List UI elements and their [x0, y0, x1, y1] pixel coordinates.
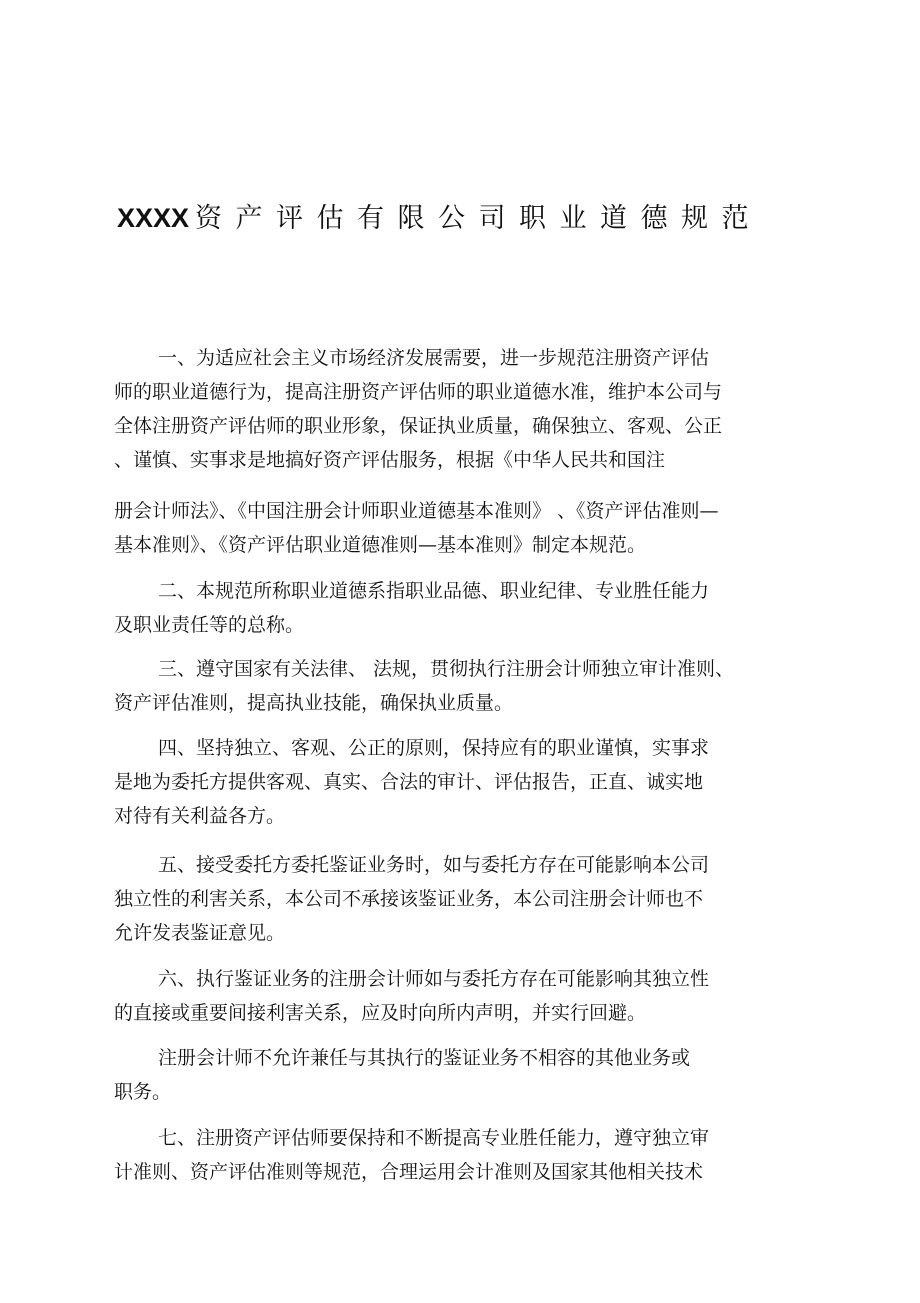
paragraph-line: 及职业责任等的总称。	[114, 614, 305, 636]
paragraph-line: 六、执行鉴证业务的注册会计师如与委托方存在可能影响其独立性	[158, 968, 710, 990]
paragraph-line: 注册会计师不允许兼任与其执行的鉴证业务不相容的其他业务或	[158, 1047, 691, 1069]
document-title	[117, 198, 817, 238]
paragraph-line: 是地为委托方提供客观、真实、合法的审计、评估报告，正直、诚实地	[114, 771, 704, 793]
paragraph-5	[114, 848, 794, 950]
paragraph-1-continued	[114, 494, 794, 562]
paragraph-line: 的直接或重要间接利害关系，应及时向所内声明，并实行回避。	[114, 1002, 647, 1024]
paragraph-line: 五、接受委托方委托鉴证业务时，如与委托方存在可能影响本公司	[158, 854, 710, 876]
title-code: XXXX	[117, 203, 190, 233]
title-text: 资产评估有限公司职业道德规范	[195, 203, 763, 234]
paragraph-line: 独立性的利害关系，本公司不承接该鉴证业务，本公司注册会计师也不	[114, 888, 704, 910]
paragraph-line: 基本准则》、《资产评估职业道德准则—基本准则》制定本规范。	[114, 534, 647, 556]
paragraph-line: 资产评估准则，提高执业技能，确保执业质量。	[114, 692, 514, 714]
paragraph-6	[114, 962, 794, 1030]
paragraph-4	[114, 731, 794, 833]
paragraph-6-continued	[114, 1041, 794, 1109]
paragraph-line: 职务。	[114, 1081, 172, 1103]
paragraph-3	[114, 652, 794, 720]
paragraph-line: 师的职业道德行为，提高注册资产评估师的职业道德水准，维护本公司与	[114, 381, 723, 403]
paragraph-line: 七、注册资产评估师要保持和不断提高专业胜任能力，遵守独立审	[158, 1127, 710, 1149]
paragraph-7	[114, 1121, 794, 1189]
paragraph-line: 、谨慎、实事求是地搞好资产评估服务，根据《中华人民共和国注	[114, 449, 666, 471]
paragraph-line: 四、坚持独立、客观、公正的原则，保持应有的职业谨慎，实事求	[158, 737, 710, 759]
paragraph-line: 三、遵守国家有关法律、 法规，贯彻执行注册会计师独立审计准则、	[158, 658, 735, 680]
paragraph-line: 全体注册资产评估师的职业形象，保证执业质量，确保独立、客观、公正	[114, 415, 723, 437]
paragraph-line: 一、为适应社会主义市场经济发展需要，进一步规范注册资产评估	[158, 347, 710, 369]
paragraph-line: 允许发表鉴证意见。	[114, 922, 286, 944]
paragraph-line: 二、本规范所称职业道德系指职业品德、职业纪律、专业胜任能力	[158, 580, 710, 602]
paragraph-line: 计准则、资产评估准则等规范，合理运用会计准则及国家其他相关技术	[114, 1161, 704, 1183]
paragraph-line: 对待有关利益各方。	[114, 805, 286, 827]
paragraph-2	[114, 574, 794, 642]
paragraph-line: 册会计师法》、《中国注册会计师职业道德基本准则》 、《资产评估准则—	[114, 500, 719, 522]
paragraph-1	[114, 341, 794, 477]
